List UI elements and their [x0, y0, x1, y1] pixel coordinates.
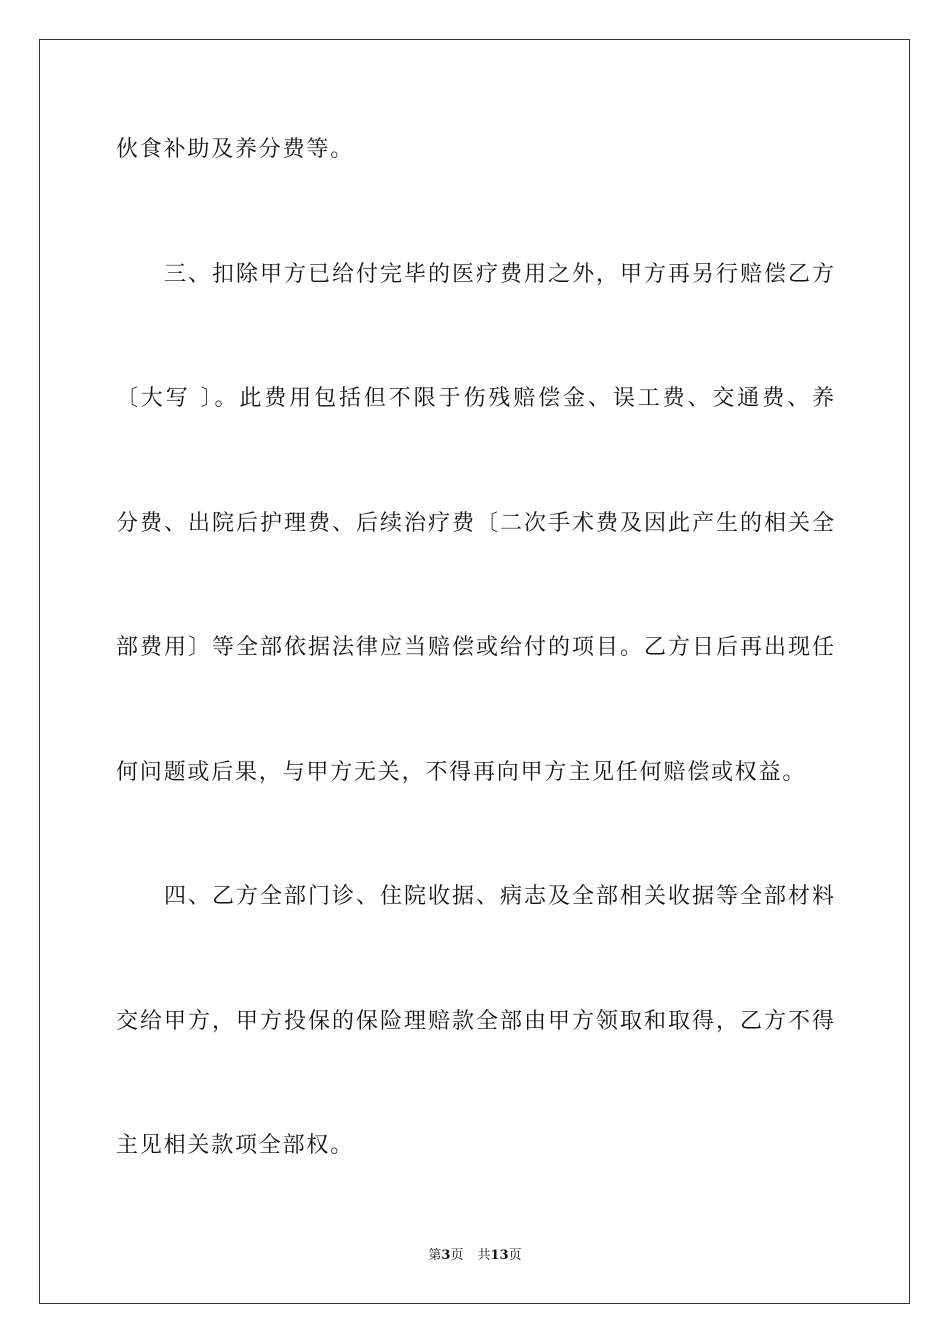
paragraph-line-2: 三、扣除甲方已给付完毕的医疗费用之外，甲方再另行赔偿乙方 — [164, 262, 834, 287]
paragraph-line-8: 交给甲方，甲方投保的保险理赔款全部由甲方领取和取得，乙方不得 — [116, 1009, 834, 1034]
footer-page-number: 3 — [441, 1248, 451, 1263]
footer-page-suffix: 页 — [450, 1248, 464, 1263]
footer-total-pages: 13 — [490, 1248, 509, 1263]
footer-total-suffix: 页 — [508, 1248, 522, 1263]
paragraph-line-1: 伙食补助及养分费等。 — [116, 137, 355, 162]
page-footer — [0, 1248, 950, 1264]
footer-total-prefix: 共 — [477, 1248, 491, 1263]
paragraph-line-4: 分费、出院后护理费、后续治疗费〔二次手术费及因此产生的相关全 — [116, 511, 834, 536]
paragraph-line-3: 〔大写 〕。此费用包括但不限于伤残赔偿金、误工费、交通费、养 — [116, 386, 834, 411]
paragraph-line-9: 主见相关款项全部权。 — [116, 1133, 355, 1158]
page-border — [39, 39, 910, 1304]
paragraph-line-5: 部费用〕等全部依据法律应当赔偿或给付的项目。乙方日后再出现任 — [116, 635, 834, 660]
paragraph-line-7: 四、乙方全部门诊、住院收据、病志及全部相关收据等全部材料 — [164, 884, 834, 909]
paragraph-line-6: 何问题或后果，与甲方无关，不得再向甲方主见任何赔偿或权益。 — [116, 760, 807, 785]
footer-page-prefix: 第 — [428, 1248, 442, 1263]
